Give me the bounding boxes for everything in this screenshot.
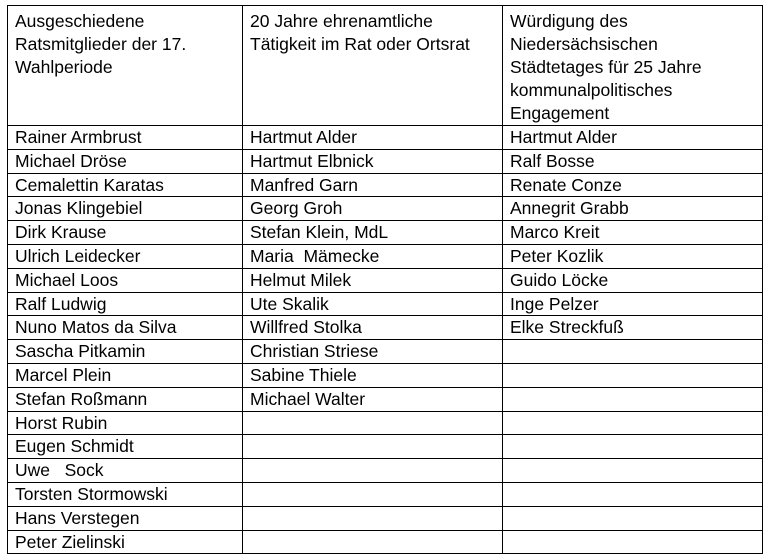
table-cell: Ralf Ludwig bbox=[8, 292, 243, 316]
table-cell: Maria Mämecke bbox=[243, 244, 503, 268]
header-cell-25-years-recognition: Würdigung des Niedersächsischen Städtetages für 25 Jahre kommunalpolitisches Engagement bbox=[503, 6, 763, 126]
table-row bbox=[8, 482, 763, 506]
header-cell-20-years-service: 20 Jahre ehrenamtliche Tätigkeit im Rat oder Ortsrat bbox=[243, 6, 503, 126]
table-row bbox=[8, 173, 763, 197]
table-cell: Hartmut Elbnick bbox=[243, 149, 503, 173]
table-cell: Stefan Roßmann bbox=[8, 387, 243, 411]
table-body bbox=[8, 126, 763, 554]
table-cell: Michael Walter bbox=[243, 387, 503, 411]
table-cell: Ralf Bosse bbox=[503, 149, 763, 173]
table-cell: Sabine Thiele bbox=[243, 363, 503, 387]
table-cell: Inge Pelzer bbox=[503, 292, 763, 316]
table-cell: Cemalettin Karatas bbox=[8, 173, 243, 197]
table-cell bbox=[503, 363, 763, 387]
table-cell bbox=[243, 506, 503, 530]
table-row bbox=[8, 244, 763, 268]
header-row bbox=[8, 6, 763, 126]
table-row bbox=[8, 411, 763, 435]
table-cell bbox=[503, 459, 763, 483]
table-cell: Michael Dröse bbox=[8, 149, 243, 173]
table-cell: Jonas Klingebiel bbox=[8, 197, 243, 221]
table-row bbox=[8, 292, 763, 316]
table-cell bbox=[503, 387, 763, 411]
header-cell-retired-members: Ausgeschiedene Ratsmitglieder der 17. Wahlperiode bbox=[8, 6, 243, 126]
table-cell: Hartmut Alder bbox=[503, 126, 763, 150]
table-cell: Horst Rubin bbox=[8, 411, 243, 435]
table-cell bbox=[243, 459, 503, 483]
table-cell: Hartmut Alder bbox=[243, 126, 503, 150]
table-cell bbox=[503, 411, 763, 435]
table-row bbox=[8, 149, 763, 173]
table-cell: Annegrit Grabb bbox=[503, 197, 763, 221]
table-cell bbox=[503, 506, 763, 530]
table-cell: Manfred Garn bbox=[243, 173, 503, 197]
table-cell: Marcel Plein bbox=[8, 363, 243, 387]
table-cell: Sascha Pitkamin bbox=[8, 340, 243, 364]
table-cell bbox=[503, 435, 763, 459]
table-cell: Nuno Matos da Silva bbox=[8, 316, 243, 340]
table-cell: Rainer Armbrust bbox=[8, 126, 243, 150]
table-cell: Torsten Stormowski bbox=[8, 482, 243, 506]
table-cell bbox=[243, 411, 503, 435]
table-row bbox=[8, 459, 763, 483]
table-cell: Elke Streckfuß bbox=[503, 316, 763, 340]
table-row bbox=[8, 363, 763, 387]
table-cell: Eugen Schmidt bbox=[8, 435, 243, 459]
table-cell bbox=[243, 530, 503, 554]
table-cell bbox=[503, 530, 763, 554]
table-row bbox=[8, 197, 763, 221]
table-cell bbox=[243, 482, 503, 506]
table-row bbox=[8, 340, 763, 364]
table-cell: Dirk Krause bbox=[8, 221, 243, 245]
table-cell: Michael Loos bbox=[8, 268, 243, 292]
table-cell: Helmut Milek bbox=[243, 268, 503, 292]
table-cell: Peter Kozlik bbox=[503, 244, 763, 268]
table-row bbox=[8, 530, 763, 554]
table-row bbox=[8, 316, 763, 340]
table-header bbox=[8, 6, 763, 126]
table-cell: Christian Striese bbox=[243, 340, 503, 364]
table-row bbox=[8, 435, 763, 459]
table-row bbox=[8, 268, 763, 292]
table-cell: Ute Skalik bbox=[243, 292, 503, 316]
table-cell: Hans Verstegen bbox=[8, 506, 243, 530]
table-cell: Ulrich Leidecker bbox=[8, 244, 243, 268]
table-cell: Peter Zielinski bbox=[8, 530, 243, 554]
table-cell bbox=[503, 340, 763, 364]
table-cell: Guido Löcke bbox=[503, 268, 763, 292]
table-cell bbox=[503, 482, 763, 506]
table-cell bbox=[243, 435, 503, 459]
table-row bbox=[8, 221, 763, 245]
table-cell: Willfred Stolka bbox=[243, 316, 503, 340]
table-cell: Stefan Klein, MdL bbox=[243, 221, 503, 245]
table-row bbox=[8, 506, 763, 530]
table-row bbox=[8, 126, 763, 150]
table-cell: Georg Groh bbox=[243, 197, 503, 221]
members-table bbox=[7, 5, 763, 554]
table-cell: Uwe Sock bbox=[8, 459, 243, 483]
table-cell: Renate Conze bbox=[503, 173, 763, 197]
table-cell: Marco Kreit bbox=[503, 221, 763, 245]
table-row bbox=[8, 387, 763, 411]
